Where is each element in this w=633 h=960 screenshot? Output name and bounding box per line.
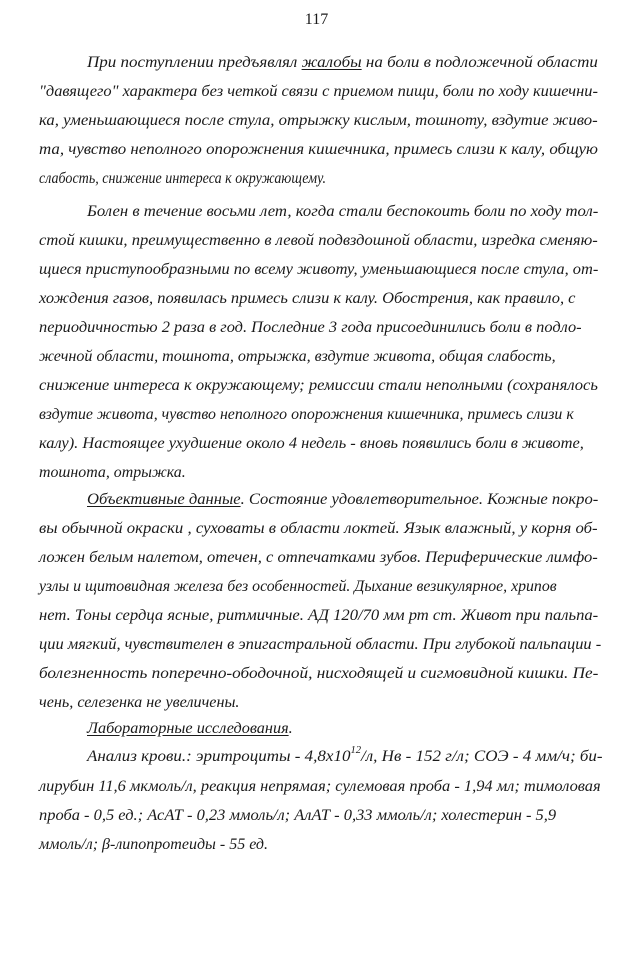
text-run: . [288,720,293,737]
text-run: ка, уменьшающиеся после стула, отрыжку кислым, тошноту, вздутие живо- [39,112,598,129]
text-run: болезненность поперечно-ободочной, нисходящей и сигмовидной кишки. Пе- [39,665,599,682]
text-line [87,744,603,767]
text-run: нет. Тоны сердца ясные, ритмичные. АД 120/70 мм рт ст. Живот при пальпа- [39,607,599,624]
text-run: /л, Нв - 152 г/л; СОЭ - 4 мм/ч; би- [361,748,603,765]
text-line [87,490,598,510]
underlined-heading: жалобы [301,54,362,71]
text-run: Болен в течение восьми лет, когда стали беспокоить боли по ходу тол- [87,203,599,220]
text-line [39,376,598,396]
text-line [39,577,557,597]
text-line [39,635,601,655]
text-run: проба - 0,5 ед.; АсАТ - 0,23 ммоль/л; АлАТ - 0,33 ммоль/л; холестерин - 5,9 [39,807,557,824]
text-run: узлы и щитовидная железа без особенностей. Дыхание везикулярное, хрипов [39,578,557,595]
text-run: щиеся приступообразными по всему животу, уменьшающиеся после стула, от- [39,261,599,278]
text-run: ммоль/л; β-липопротеиды - 55 ед. [39,836,269,853]
superscript: 12 [350,744,362,756]
text-run: жечной области, тошнота, отрыжка, вздутие живота, общая слабость, [39,348,556,365]
text-line [87,719,293,739]
text-line [39,318,582,338]
text-line [39,169,326,189]
text-run: на боли в подложечной области [361,54,598,71]
text-line [39,548,598,568]
text-line [39,693,239,713]
text-line [87,202,598,222]
page-number: 117 [304,11,329,28]
text-line [39,835,268,855]
text-line [39,289,575,309]
text-run: стой кишки, преимущественно в левой подвздошной области, изредка сменяю- [39,232,598,249]
text-run: вздутие живота, чувство неполного опорожнения кишечника, примесь слизи к [39,406,574,423]
text-run: лирубин 11,6 мкмоль/л, реакция непрямая; сулемовая проба - 1,94 мл; тимоловая [39,778,601,795]
text-line [39,140,598,160]
text-line [39,434,584,454]
text-run: . Состояние удовлетворительное. Кожные покро- [240,491,599,508]
text-line [39,519,598,539]
text-run: слабость, снижение интереса к окружающему. [39,170,326,187]
text-run: "давящего" характера без четкой связи с приемом пищи, боли по ходу кишечни- [39,83,598,100]
text-line [39,347,556,367]
text-run: чень, селезенка не увеличены. [39,694,240,711]
text-run: вы обычной окраски , суховаты в области локтей. Язык влажный, у корня об- [39,520,598,537]
text-run: калу). Настоящее ухудшение около 4 недель - вновь появились боли в животе, [39,435,584,452]
text-line [39,806,556,826]
text-run: снижение интереса к окружающему; ремиссии стали неполными (сохранялось [39,377,598,394]
text-line [39,405,574,425]
text-line [39,664,598,684]
text-run: хождения газов, появилась примесь слизи к калу. Обострения, как правило, с [39,290,576,307]
text-line [39,260,598,280]
text-run: тошнота, отрыжка. [39,464,186,481]
text-run: периодичностью 2 раза в год. Последние 3 года присоединились боли в подло- [39,319,582,336]
text-run: Анализ крови.: эритроциты - 4,8х10 [87,748,351,765]
text-line [39,463,186,483]
text-line [39,82,598,102]
text-run: ложен белым налетом, отечен, с отпечатками зубов. Периферические лимфо- [39,549,598,566]
text-line [87,53,598,73]
text-line [39,777,601,797]
text-line [39,231,598,251]
text-run: та, чувство неполного опорожнения кишечника, примесь слизи к калу, общую [39,141,598,158]
text-line [39,111,598,131]
underlined-heading: Объективные данные [87,491,241,508]
underlined-heading: Лабораторные исследования [87,720,289,737]
text-line [39,606,598,626]
text-run: ции мягкий, чувствителен в эпигастральной области. При глубокой пальпации - [39,636,602,653]
text-run: При поступлении предъявлял [87,54,302,71]
